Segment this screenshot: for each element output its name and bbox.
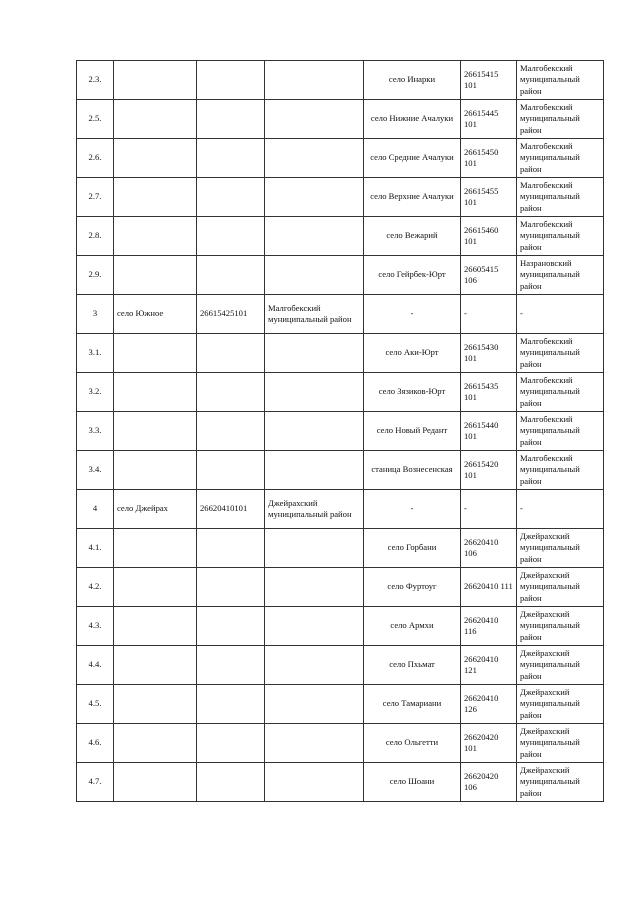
table-cell-col-3 bbox=[265, 139, 364, 178]
table-cell-col-1 bbox=[114, 724, 197, 763]
table-cell-col-5: 26615460 101 bbox=[461, 217, 517, 256]
table-cell-col-1 bbox=[114, 685, 197, 724]
table-cell-col-4: село Ольгетти bbox=[364, 724, 461, 763]
table-cell-col-0: 4 bbox=[77, 490, 114, 529]
table-cell-col-1 bbox=[114, 763, 197, 802]
table-cell-col-6: Малгобекский муниципальный район bbox=[517, 100, 604, 139]
table-cell-col-2 bbox=[197, 61, 265, 100]
table-cell-col-6: Малгобекский муниципальный район bbox=[517, 61, 604, 100]
table-cell-col-3 bbox=[265, 373, 364, 412]
table-row bbox=[77, 685, 604, 724]
table-cell-col-6: Малгобекский муниципальный район bbox=[517, 412, 604, 451]
table-cell-col-2 bbox=[197, 412, 265, 451]
table-cell-col-1 bbox=[114, 529, 197, 568]
table-cell-col-5: 26605415 106 bbox=[461, 256, 517, 295]
table-row bbox=[77, 646, 604, 685]
table-cell-col-1 bbox=[114, 217, 197, 256]
table-cell-col-6: Малгобекский муниципальный район bbox=[517, 451, 604, 490]
table-cell-col-2 bbox=[197, 529, 265, 568]
table-cell-col-3: Малгобекский муниципальный район bbox=[265, 295, 364, 334]
table-row bbox=[77, 256, 604, 295]
table-cell-col-4: село Новый Редант bbox=[364, 412, 461, 451]
table-cell-col-2 bbox=[197, 763, 265, 802]
table-cell-col-1 bbox=[114, 61, 197, 100]
table-row bbox=[77, 334, 604, 373]
table-cell-col-1 bbox=[114, 568, 197, 607]
table-cell-col-4: село Тамариани bbox=[364, 685, 461, 724]
table-cell-col-2 bbox=[197, 139, 265, 178]
table-cell-col-1 bbox=[114, 178, 197, 217]
table-body bbox=[77, 61, 604, 802]
table-cell-col-0: 2.8. bbox=[77, 217, 114, 256]
table-cell-col-6: Джейрахский муниципальный район bbox=[517, 529, 604, 568]
table-cell-col-2 bbox=[197, 607, 265, 646]
table-cell-col-4: - bbox=[364, 490, 461, 529]
table-cell-col-5: 26615420 101 bbox=[461, 451, 517, 490]
table-cell-col-5: 26620420 106 bbox=[461, 763, 517, 802]
table-cell-col-5: 26620410 106 bbox=[461, 529, 517, 568]
table-cell-col-6: Джейрахский муниципальный район bbox=[517, 763, 604, 802]
table-cell-col-0: 4.1. bbox=[77, 529, 114, 568]
table-cell-col-6: - bbox=[517, 490, 604, 529]
table-cell-col-1 bbox=[114, 607, 197, 646]
table-cell-col-3 bbox=[265, 451, 364, 490]
table-cell-col-4: село Инарки bbox=[364, 61, 461, 100]
table-cell-col-3 bbox=[265, 724, 364, 763]
table-cell-col-0: 3.2. bbox=[77, 373, 114, 412]
table-row bbox=[77, 100, 604, 139]
table-row bbox=[77, 724, 604, 763]
table-row bbox=[77, 607, 604, 646]
table-cell-col-5: 26615415 101 bbox=[461, 61, 517, 100]
table-row bbox=[77, 295, 604, 334]
table-cell-col-4: село Фуртоуг bbox=[364, 568, 461, 607]
table-cell-col-4: село Вежарий bbox=[364, 217, 461, 256]
table-cell-col-4: село Нижние Ачалуки bbox=[364, 100, 461, 139]
table-cell-col-3 bbox=[265, 529, 364, 568]
table-cell-col-5: 26615445 101 bbox=[461, 100, 517, 139]
table-cell-col-1 bbox=[114, 373, 197, 412]
table-cell-col-1 bbox=[114, 334, 197, 373]
table-cell-col-3 bbox=[265, 100, 364, 139]
table-cell-col-1 bbox=[114, 256, 197, 295]
table-cell-col-2 bbox=[197, 334, 265, 373]
table-cell-col-6: Малгобекский муниципальный район bbox=[517, 334, 604, 373]
table-cell-col-1: село Джейрах bbox=[114, 490, 197, 529]
table-cell-col-1: село Южное bbox=[114, 295, 197, 334]
table-cell-col-4: село Гейрбек-Юрт bbox=[364, 256, 461, 295]
table-cell-col-6: - bbox=[517, 295, 604, 334]
table-cell-col-0: 2.6. bbox=[77, 139, 114, 178]
table-cell-col-5: 26615440 101 bbox=[461, 412, 517, 451]
table-cell-col-4: село Средние Ачалуки bbox=[364, 139, 461, 178]
table-cell-col-5: 26620420 101 bbox=[461, 724, 517, 763]
table-cell-col-3 bbox=[265, 685, 364, 724]
table-row bbox=[77, 373, 604, 412]
table-cell-col-0: 4.7. bbox=[77, 763, 114, 802]
table-cell-col-5: 26620410 111 bbox=[461, 568, 517, 607]
table-cell-col-2 bbox=[197, 217, 265, 256]
table-row bbox=[77, 217, 604, 256]
table-cell-col-4: село Аки-Юрт bbox=[364, 334, 461, 373]
table-cell-col-2 bbox=[197, 100, 265, 139]
table-cell-col-5: 26620410 126 bbox=[461, 685, 517, 724]
table-cell-col-3 bbox=[265, 412, 364, 451]
table-cell-col-0: 2.3. bbox=[77, 61, 114, 100]
table-cell-col-2 bbox=[197, 646, 265, 685]
table-row bbox=[77, 451, 604, 490]
table-row bbox=[77, 412, 604, 451]
table-cell-col-2 bbox=[197, 256, 265, 295]
table-cell-col-4: село Верхние Ачалуки bbox=[364, 178, 461, 217]
table-cell-col-4: село Зязиков-Юрт bbox=[364, 373, 461, 412]
table-cell-col-5: 26615450 101 bbox=[461, 139, 517, 178]
table-cell-col-3: Джейрахский муниципальный район bbox=[265, 490, 364, 529]
table-cell-col-4: село Армхи bbox=[364, 607, 461, 646]
table-row bbox=[77, 568, 604, 607]
table-cell-col-5: 26615435 101 bbox=[461, 373, 517, 412]
table-cell-col-2 bbox=[197, 685, 265, 724]
table-cell-col-2 bbox=[197, 724, 265, 763]
table-cell-col-0: 3.4. bbox=[77, 451, 114, 490]
table-cell-col-4: станица Вознесенская bbox=[364, 451, 461, 490]
table-row bbox=[77, 61, 604, 100]
table-cell-col-1 bbox=[114, 451, 197, 490]
table-cell-col-2 bbox=[197, 373, 265, 412]
table-cell-col-5: - bbox=[461, 490, 517, 529]
table-cell-col-6: Малгобекский муниципальный район bbox=[517, 373, 604, 412]
table-cell-col-6: Джейрахский муниципальный район bbox=[517, 685, 604, 724]
table-cell-col-6: Джейрахский муниципальный район bbox=[517, 646, 604, 685]
table-cell-col-0: 4.4. bbox=[77, 646, 114, 685]
table-cell-col-3 bbox=[265, 178, 364, 217]
table-cell-col-2 bbox=[197, 178, 265, 217]
table-cell-col-0: 4.5. bbox=[77, 685, 114, 724]
table-row bbox=[77, 139, 604, 178]
table-cell-col-4: село Пхьмат bbox=[364, 646, 461, 685]
table-cell-col-2: 26620410101 bbox=[197, 490, 265, 529]
table-cell-col-3 bbox=[265, 256, 364, 295]
table-cell-col-4: село Шоани bbox=[364, 763, 461, 802]
table-cell-col-3 bbox=[265, 61, 364, 100]
table-cell-col-0: 3 bbox=[77, 295, 114, 334]
table-cell-col-4: - bbox=[364, 295, 461, 334]
table-cell-col-0: 2.5. bbox=[77, 100, 114, 139]
table-row bbox=[77, 490, 604, 529]
table-cell-col-0: 4.3. bbox=[77, 607, 114, 646]
table-cell-col-6: Малгобекский муниципальный район bbox=[517, 217, 604, 256]
settlements-table bbox=[76, 60, 604, 802]
table-cell-col-0: 2.9. bbox=[77, 256, 114, 295]
table-cell-col-5: 26615430 101 bbox=[461, 334, 517, 373]
table-cell-col-3 bbox=[265, 646, 364, 685]
table-cell-col-6: Джейрахский муниципальный район bbox=[517, 568, 604, 607]
table-cell-col-2: 26615425101 bbox=[197, 295, 265, 334]
table-cell-col-5: 26620410 116 bbox=[461, 607, 517, 646]
table-cell-col-0: 4.6. bbox=[77, 724, 114, 763]
table-cell-col-5: 26615455 101 bbox=[461, 178, 517, 217]
table-cell-col-6: Джейрахский муниципальный район bbox=[517, 607, 604, 646]
table-cell-col-2 bbox=[197, 568, 265, 607]
table-cell-col-6: Назрановский муниципальный район bbox=[517, 256, 604, 295]
table-cell-col-1 bbox=[114, 412, 197, 451]
table-row bbox=[77, 529, 604, 568]
table-cell-col-1 bbox=[114, 139, 197, 178]
table-cell-col-2 bbox=[197, 451, 265, 490]
table-cell-col-3 bbox=[265, 334, 364, 373]
table-cell-col-5: - bbox=[461, 295, 517, 334]
table-cell-col-5: 26620410 121 bbox=[461, 646, 517, 685]
table-cell-col-1 bbox=[114, 100, 197, 139]
table-cell-col-0: 3.1. bbox=[77, 334, 114, 373]
table-cell-col-6: Джейрахский муниципальный район bbox=[517, 724, 604, 763]
table-cell-col-6: Малгобекский муниципальный район bbox=[517, 139, 604, 178]
table-row bbox=[77, 178, 604, 217]
table-cell-col-0: 3.3. bbox=[77, 412, 114, 451]
table-cell-col-3 bbox=[265, 763, 364, 802]
table-cell-col-3 bbox=[265, 607, 364, 646]
table-cell-col-0: 4.2. bbox=[77, 568, 114, 607]
table-cell-col-3 bbox=[265, 217, 364, 256]
table-cell-col-3 bbox=[265, 568, 364, 607]
table-row bbox=[77, 763, 604, 802]
table-cell-col-1 bbox=[114, 646, 197, 685]
table-cell-col-6: Малгобекский муниципальный район bbox=[517, 178, 604, 217]
table-cell-col-0: 2.7. bbox=[77, 178, 114, 217]
table-cell-col-4: село Горбани bbox=[364, 529, 461, 568]
